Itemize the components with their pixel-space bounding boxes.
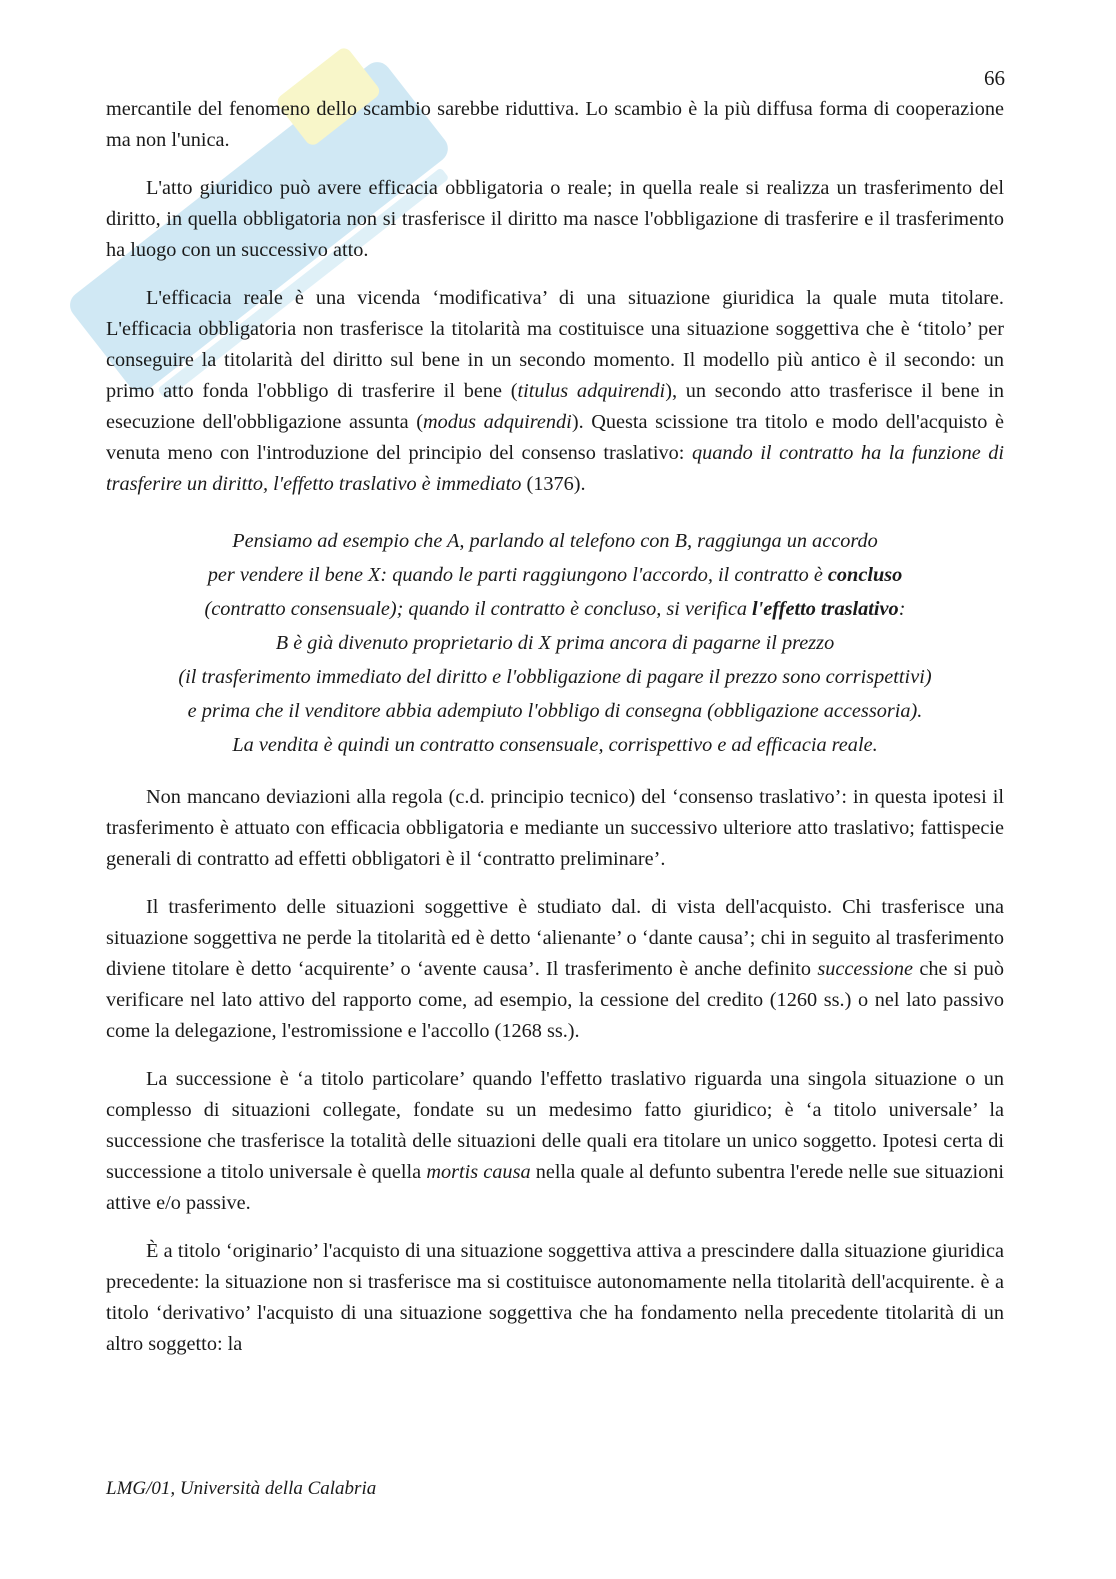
- paragraph-efficacia-reale: [106, 283, 1004, 500]
- text-run: per vendere il bene X: quando le parti raggiungono l'accordo, il contratto è: [207, 564, 828, 586]
- paragraph-successione: [106, 1064, 1004, 1219]
- text-run: La successione è ‘a titolo particolare’ quando l'effetto traslativo riguarda una singola situazione o un complesso di situazioni collegate, fondate su un medesimo fatto giuridico; è ‘a titolo universale’ la successione che trasferisce la totalità delle situazioni delle quali era titolare un unico soggetto. Ipotesi certa di successione a titolo universale è quella: [106, 1068, 1004, 1183]
- term-mortis-causa: mortis causa: [426, 1161, 531, 1183]
- example-line: La vendita è quindi un contratto consensuale, corrispettivo e ad efficacia reale.: [232, 734, 878, 756]
- term-concluso: concluso: [827, 564, 903, 586]
- paragraph-efficacia-atto: L'atto giuridico può avere efficacia obbligatoria o reale; in quella reale si realizza un trasferimento del diritto, in quella obbligatoria non si trasferisce il diritto ma nasce l'obbligazione di trasferire e il trasferimento ha luogo con un successivo atto.: [106, 177, 1004, 261]
- text-run: Il trasferimento delle situazioni soggettive è studiato dal. di vista dell'acquisto. Chi trasferisce una situazione soggettiva ne perde la titolarità ed è detto ‘alienante’ o ‘dante causa’; chi in seguito al trasferimento diviene titolare è detto ‘acquirente’ o ‘avente causa’. Il trasferimento è anche definito: [106, 896, 1004, 980]
- example-line: B è già divenuto proprietario di X prima ancora di pagarne il prezzo: [275, 632, 835, 654]
- example-line: Pensiamo ad esempio che A, parlando al telefono con B, raggiunga un accordo: [232, 530, 878, 552]
- text-run: (1376).: [521, 473, 586, 495]
- example-line: e prima che il venditore abbia adempiuto l'obbligo di consegna (obbligazione accessoria).: [187, 700, 923, 722]
- term-successione: successione: [817, 958, 914, 980]
- text-run: :: [898, 598, 906, 620]
- term-effetto-traslativo: l'effetto traslativo: [752, 598, 899, 620]
- text-run: L'efficacia reale è una vicenda ‘modificativa’ di una situazione giuridica la quale muta titolare. L'efficacia obbligatoria non trasferisce la titolarità ma costituisce una situazione soggettiva che è ‘titolo’ per conseguire la titolarità del diritto sul bene in un secondo momento. Il modello più antico è il secondo: un primo atto fonda l'obbligo di trasferire il bene (: [106, 287, 1004, 402]
- paragraph-trasferimento: [106, 892, 1004, 1047]
- example-line: (il trasferimento immediato del diritto e l'obbligazione di pagare il prezzo sono corrispettivi): [178, 666, 932, 688]
- page-number: 66: [984, 66, 1005, 90]
- page-footer: LMG/01, Università della Calabria: [106, 1478, 377, 1499]
- term-titulus-adquirendi: titulus adquirendi: [517, 380, 666, 402]
- example-line: [106, 592, 1004, 626]
- term-modus-adquirendi: modus adquirendi: [423, 411, 572, 433]
- text-run: (contratto consensuale); quando il contratto è concluso, si verifica: [204, 598, 753, 620]
- page-body: [106, 94, 1004, 1377]
- text-run: ). Questa scissione tra titolo e modo dell'acquisto è venuta meno con l'introduzione del principio del consenso traslativo:: [106, 411, 1004, 464]
- paragraph-acquisto: È a titolo ‘originario’ l'acquisto di una situazione soggettiva attiva a prescindere dalla situazione giuridica precedente: la situazione non si trasferisce ma si costituisce autonomamente nella titolarità dell'acquirente. è a titolo ‘derivativo’ l'acquisto di una situazione soggettiva che ha fondamento nella precedente titolarità di un altro soggetto: la: [106, 1240, 1004, 1355]
- text-run: che si può verificare nel lato attivo del rapporto come, ad esempio, la cessione del credito (1260 ss.) o nel lato passivo come la delegazione, l'estromissione e l'accollo (1268 ss.).: [106, 958, 1004, 1042]
- text-run: nella quale al defunto subentra l'erede nelle sue situazioni attive e/o passive.: [106, 1161, 1005, 1214]
- text-run: ), un secondo atto trasferisce il bene in esecuzione dell'obbligazione assunta (: [106, 380, 1005, 433]
- example-line: [106, 558, 1004, 592]
- principle-quote: quando il contratto ha la funzione di trasferire un diritto, l'effetto traslativo è immediato: [106, 442, 1004, 495]
- example-block: [106, 524, 1004, 762]
- paragraph-deviazioni: Non mancano deviazioni alla regola (c.d. principio tecnico) del ‘consenso traslativo’: in questa ipotesi il trasferimento è attuato con efficacia obbligatoria e mediante un successivo ulteriore atto traslativo; fattispecie generali di contratto ad effetti obbligatori è il ‘contratto preliminare’.: [106, 786, 1004, 870]
- paragraph-intro-continued: mercantile del fenomeno dello scambio sarebbe riduttiva. Lo scambio è la più diffusa forma di cooperazione ma non l'unica.: [106, 98, 1004, 151]
